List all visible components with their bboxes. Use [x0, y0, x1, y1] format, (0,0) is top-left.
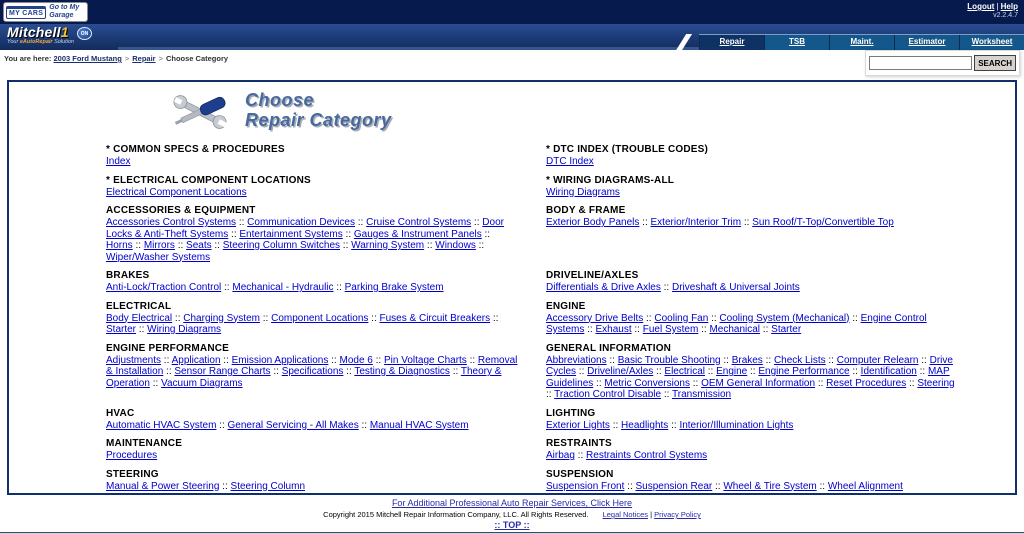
category-link[interactable]: Adjustments [106, 354, 162, 366]
link-separator: :: [849, 366, 861, 377]
category-section [546, 301, 958, 336]
category-link[interactable]: Driveshaft & Universal Joints [671, 282, 800, 293]
link-separator: :: [466, 354, 478, 366]
category-section [546, 270, 958, 294]
category-section [106, 438, 518, 462]
category-link[interactable]: Body Electrical [106, 312, 173, 324]
link-separator: :: [660, 282, 672, 293]
breadcrumb-items [53, 54, 228, 63]
search-button[interactable]: SEARCH [974, 55, 1016, 71]
link-separator: :: [698, 324, 710, 335]
link-separator: :: [342, 228, 354, 240]
link-separator: :: [689, 377, 702, 389]
category-section [546, 205, 958, 263]
search-box [865, 50, 1020, 76]
category-link[interactable]: Component Locations [271, 312, 369, 324]
category-link[interactable]: Airbag [546, 450, 575, 461]
category-link[interactable]: Identification [860, 366, 917, 377]
link-separator: :: [471, 217, 483, 228]
link-separator: :: [624, 480, 636, 492]
section-heading: LIGHTING [546, 407, 596, 419]
category-link[interactable]: Accessory Drive Belts [546, 312, 644, 324]
link-separator: :: [368, 312, 380, 324]
category-link[interactable]: Automatic HVAC System [106, 419, 217, 431]
section-heading: RESTRAINTS [546, 438, 612, 449]
link-separator: :: [653, 366, 665, 377]
section-heading: * COMMON SPECS & PROCEDURES [106, 144, 285, 155]
link-separator: :: [576, 366, 588, 377]
link-separator: :: [704, 366, 717, 377]
link-separator: :: [219, 480, 231, 492]
category-link[interactable]: Steering Column Switches [222, 240, 341, 251]
section-heading: GENERAL INFORMATION [546, 342, 672, 354]
link-separator: :: [741, 217, 753, 228]
category-section [546, 175, 958, 199]
breadcrumb-item-2003-ford-mustang[interactable]: 2003 Ford Mustang [53, 54, 122, 63]
link-separator: :: [906, 377, 918, 389]
link-separator: :: [849, 312, 861, 324]
category-link[interactable]: Steering [917, 377, 955, 389]
section-heading: ELECTRICAL [106, 300, 172, 312]
section-heading: DRIVELINE/AXLES [546, 270, 639, 281]
link-separator: :: [816, 480, 828, 492]
category-link[interactable]: Gauges & Instrument Panels [353, 228, 482, 240]
category-section [106, 205, 518, 263]
tab-tsb[interactable]: TSB [764, 35, 829, 50]
category-link[interactable]: Mode 6 [339, 354, 373, 366]
link-separator: :: [136, 324, 148, 335]
section-heading: * ELECTRICAL COMPONENT LOCATIONS [106, 174, 311, 186]
category-link[interactable]: Check Lists [773, 354, 826, 366]
category-link[interactable]: Interior/Illumination Lights [679, 419, 794, 431]
breadcrumb-row [0, 50, 1024, 78]
tab-repair[interactable]: Repair [699, 35, 764, 50]
category-link[interactable]: Pin Voltage Charts [383, 354, 467, 366]
category-link[interactable]: Mechanical [709, 324, 761, 335]
category-link[interactable]: Specifications [281, 366, 344, 377]
link-separator: :: [490, 312, 499, 324]
content-panel [7, 80, 1017, 495]
link-separator: :: [546, 389, 555, 400]
section-heading: ENGINE [546, 300, 586, 312]
link-separator: :: [643, 312, 655, 324]
category-section [546, 469, 958, 493]
go-to-my-garage-label: Go to My Garage [49, 3, 80, 19]
search-input[interactable] [869, 56, 972, 70]
category-link[interactable]: Engine [716, 366, 748, 377]
category-link[interactable]: Electrical Component Locations [106, 186, 247, 198]
category-link[interactable]: Cooling Fan [654, 312, 709, 324]
section-heading: ENGINE PERFORMANCE [106, 342, 230, 354]
category-link[interactable]: DTC Index [546, 156, 594, 167]
category-link[interactable]: Sensor Range Charts [174, 366, 271, 377]
category-link[interactable]: Metric Conversions [604, 377, 690, 389]
category-link[interactable]: Vacuum Diagrams [161, 377, 243, 389]
category-link[interactable]: Exterior Lights [546, 419, 610, 431]
category-link[interactable]: Reset Procedures [826, 377, 907, 389]
link-separator: :: [358, 419, 370, 431]
link-separator: :: [481, 228, 491, 240]
category-section [106, 301, 518, 336]
crossed-tools-icon [169, 90, 231, 134]
link-separator: :: [668, 419, 680, 431]
category-link[interactable]: Windows [435, 240, 476, 251]
category-link[interactable]: Sun Roof/T-Top/Convertible Top [752, 217, 894, 228]
breadcrumb-prefix: You are here: [4, 54, 52, 63]
version-label: v2.2.4.7 [993, 12, 1018, 19]
category-link[interactable]: Testing & Diagnostics [354, 366, 450, 377]
link-separator: :: [918, 354, 930, 366]
category-link[interactable]: Charging System [183, 312, 260, 324]
link-separator: :: [720, 354, 732, 366]
mitchell1-logo [7, 25, 92, 46]
category-link[interactable]: Restraints Control Systems [586, 450, 708, 461]
section-heading: BRAKES [106, 270, 150, 281]
category-link[interactable]: Procedures [106, 450, 158, 461]
link-separator: :: [584, 324, 596, 335]
section-heading: SUSPENSION [546, 468, 614, 480]
link-separator: :: [762, 354, 774, 366]
category-link[interactable]: MAP Guidelines [546, 366, 950, 389]
link-separator: :: [211, 240, 223, 251]
copyright-text: Copyright 2015 Mitchell Repair Information Company, LLC. All Rights Reserved. [323, 510, 589, 519]
my-cars-plate-icon: MY CARS [6, 6, 46, 19]
link-separator: :: [174, 240, 187, 251]
section-heading: BODY & FRAME [546, 205, 626, 216]
category-section [546, 438, 958, 462]
link-separator: :: [163, 366, 175, 377]
category-link[interactable]: Fuel System [642, 324, 699, 335]
top-link[interactable]: :: TOP :: [494, 520, 530, 530]
link-separator: :: [661, 389, 672, 400]
link-separator: :: [449, 366, 461, 377]
link-separator: :: [609, 419, 622, 431]
category-link[interactable]: OEM General Information [701, 377, 816, 389]
tab-maint[interactable]: Maint. [829, 35, 894, 50]
category-link[interactable]: Mechanical - Hydraulic [232, 282, 334, 293]
category-link[interactable]: Abbreviations [546, 354, 607, 366]
link-separator: :: [149, 377, 162, 389]
page-header [169, 90, 1015, 136]
category-link[interactable]: Drive Cycles [546, 354, 953, 377]
link-separator: :: [593, 377, 605, 389]
privacy-policy-link[interactable]: Privacy Policy [654, 510, 701, 519]
category-link[interactable]: Driveline/Axles [587, 366, 654, 377]
category-link[interactable]: Application [171, 354, 221, 366]
category-link[interactable]: Wiper/Washer Systems [106, 251, 211, 263]
category-link[interactable]: Accessories Control Systems [106, 217, 237, 228]
category-link[interactable]: Removal & Installation [106, 354, 518, 377]
tab-estimator[interactable]: Estimator [894, 35, 959, 50]
category-link[interactable]: Brakes [731, 354, 763, 366]
category-link[interactable]: Entertainment Systems [239, 228, 343, 240]
page-title: Choose Repair Category [245, 90, 392, 131]
footer [0, 495, 1024, 530]
category-link[interactable]: Fuses & Circuit Breakers [379, 312, 491, 324]
category-link[interactable]: Wheel & Tire System [723, 480, 817, 492]
category-section [106, 144, 518, 168]
section-heading: * WIRING DIAGRAMS-ALL [546, 174, 675, 186]
link-separator: :: [161, 354, 172, 366]
category-section [106, 343, 518, 401]
breadcrumb-separator: > [158, 54, 163, 63]
breadcrumb-separator: > [124, 54, 130, 63]
category-link[interactable]: Wiring Diagrams [546, 186, 620, 198]
link-separator: :: [328, 354, 340, 366]
category-section [546, 343, 958, 401]
link-separator: :: [760, 324, 772, 335]
link-separator: :: [220, 354, 232, 366]
category-link[interactable]: Engine Control Systems [546, 312, 927, 335]
help-link[interactable]: Help [1000, 2, 1018, 11]
top-utility-bar [0, 0, 1024, 24]
category-link[interactable]: Electrical [664, 366, 705, 377]
additional-services-link[interactable]: For Additional Professional Auto Repair Services, Click Here [391, 498, 633, 508]
link-separator: :: [815, 377, 827, 389]
category-link[interactable]: Headlights [621, 419, 669, 431]
go-to-my-garage-button[interactable] [3, 2, 88, 22]
category-section [106, 469, 518, 493]
category-link[interactable]: Wheel Alignment [827, 480, 903, 492]
category-link[interactable]: General Servicing - All Makes [227, 419, 359, 431]
category-link[interactable]: Theory & Operation [106, 366, 502, 389]
link-separator: :: [631, 324, 643, 335]
brand-globe-icon: ON [77, 27, 92, 40]
link-separator: :: [343, 366, 355, 377]
category-link[interactable]: Wiring Diagrams [147, 324, 222, 335]
breadcrumb-item-choose-category: Choose Category [165, 54, 229, 63]
category-link[interactable]: Cooling System (Mechanical) [719, 312, 850, 324]
tab-slash-decoration [673, 34, 699, 50]
link-separator: :: [712, 480, 724, 492]
category-link[interactable]: Manual HVAC System [369, 419, 469, 431]
section-heading: ACCESSORIES & EQUIPMENT [106, 205, 256, 216]
breadcrumb-item-repair[interactable]: Repair [132, 54, 156, 63]
category-link[interactable]: Manual & Power Steering [106, 480, 220, 492]
category-link[interactable]: Suspension Rear [635, 480, 713, 492]
category-link[interactable]: Basic Trouble Shooting [617, 354, 721, 366]
link-separator: | [996, 2, 999, 11]
category-section [106, 270, 518, 294]
link-separator: :: [270, 366, 282, 377]
category-link[interactable]: Differentials & Drive Axles [546, 282, 661, 293]
legal-separator: | [650, 510, 653, 519]
link-separator: :: [639, 217, 651, 228]
tab-worksheet[interactable]: Worksheet [959, 35, 1024, 50]
category-link[interactable]: Seats [186, 240, 212, 251]
brand-bar [0, 24, 1024, 50]
category-section [106, 408, 518, 432]
brand-name: Mitchell1 [7, 24, 69, 40]
tab-strip [699, 34, 1024, 50]
link-separator: :: [236, 217, 248, 228]
category-link[interactable]: Exterior Body Panels [546, 217, 640, 228]
link-separator: :: [916, 366, 928, 377]
category-link[interactable]: Mirrors [143, 240, 175, 251]
category-link[interactable]: Exterior/Interior Trim [650, 217, 742, 228]
category-link[interactable]: Transmission [672, 389, 732, 400]
category-link[interactable]: Door Locks & Anti-Theft Systems [106, 217, 504, 240]
category-link[interactable]: Starter [106, 324, 137, 335]
link-separator: :: [259, 312, 272, 324]
section-heading: HVAC [106, 407, 135, 419]
section-heading: MAINTENANCE [106, 438, 183, 449]
category-link[interactable]: Starter [771, 324, 802, 335]
link-separator: :: [475, 240, 485, 251]
category-link[interactable]: Suspension Front [546, 480, 625, 492]
link-separator: :: [172, 312, 184, 324]
link-separator: :: [574, 450, 587, 461]
category-link[interactable]: Cruise Control Systems [366, 217, 472, 228]
category-section [546, 408, 958, 432]
link-separator: :: [355, 217, 367, 228]
category-link[interactable]: Engine Performance [758, 366, 850, 377]
category-grid [106, 144, 1015, 495]
category-link[interactable]: Parking Brake System [344, 282, 444, 293]
section-heading: STEERING [106, 468, 159, 480]
category-link[interactable]: Exhaust [595, 324, 632, 335]
link-separator: :: [825, 354, 837, 366]
link-separator: :: [747, 366, 759, 377]
link-separator: :: [333, 282, 345, 293]
category-link[interactable]: Communication Devices [247, 217, 355, 228]
legal-notices-link[interactable]: Legal Notices [602, 510, 649, 519]
category-link[interactable]: Anti-Lock/Traction Control [106, 282, 222, 293]
category-link[interactable]: Computer Relearn [836, 354, 919, 366]
link-separator: :: [132, 240, 144, 251]
category-link[interactable]: Warning System [351, 240, 425, 251]
category-section [546, 144, 958, 168]
link-separator: :: [221, 282, 233, 293]
link-separator: :: [372, 354, 384, 366]
category-link[interactable]: Horns [106, 240, 133, 251]
brand-tagline: Your eAutoRepair Solution [7, 39, 74, 45]
link-separator: :: [340, 240, 352, 251]
link-separator: :: [216, 419, 228, 431]
category-link[interactable]: Traction Control Disable [554, 389, 662, 400]
link-separator: :: [228, 228, 240, 240]
category-link[interactable]: Index [106, 156, 131, 167]
category-section [106, 175, 518, 199]
link-separator: :: [424, 240, 436, 251]
category-link[interactable]: Steering Column [230, 480, 306, 492]
section-heading: * DTC INDEX (TROUBLE CODES) [546, 144, 709, 155]
link-separator: :: [606, 354, 618, 366]
category-link[interactable]: Emission Applications [231, 354, 329, 366]
link-separator: :: [708, 312, 720, 324]
logout-link[interactable]: Logout [967, 2, 995, 11]
